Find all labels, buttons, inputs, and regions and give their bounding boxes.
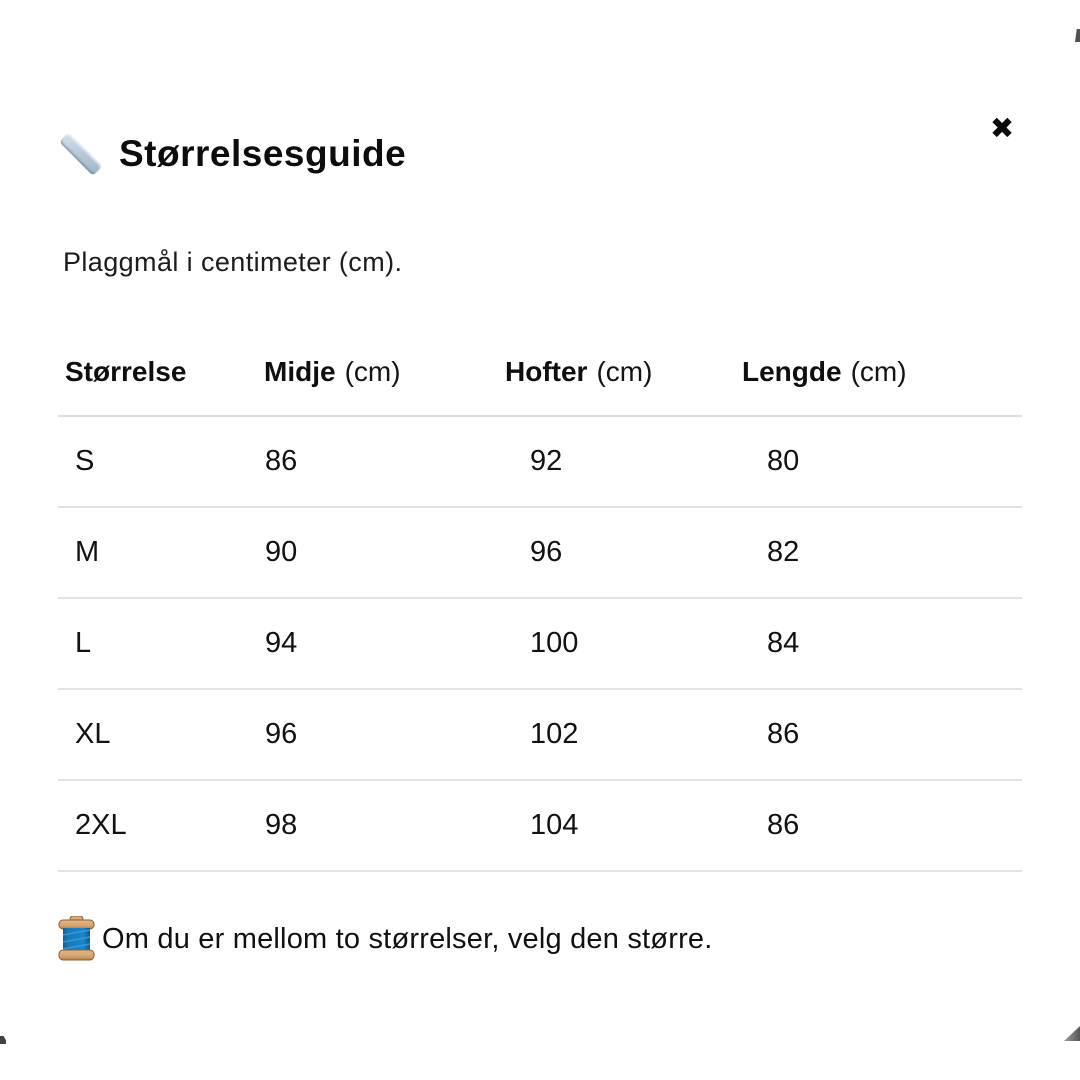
column-unit: (cm)	[344, 356, 401, 387]
ruler-icon	[56, 128, 106, 180]
column-label: Størrelse	[65, 356, 187, 387]
cell-waist: 94	[254, 598, 498, 689]
clipped-glyph-bottom-left-icon	[0, 1036, 6, 1044]
column-label: Lengde	[742, 356, 842, 387]
cell-size: S	[58, 416, 254, 507]
clipped-glyph-top-right-icon	[1075, 29, 1080, 42]
cell-hips: 100	[498, 598, 735, 689]
thread-spool-icon	[56, 916, 97, 962]
table-row	[58, 598, 1022, 689]
cell-length: 86	[735, 780, 1022, 871]
size-table	[58, 336, 1022, 872]
table-row	[58, 689, 1022, 780]
column-header-waist	[254, 336, 498, 416]
page-title: Størrelsesguide	[119, 133, 407, 174]
column-label: Hofter	[505, 356, 588, 387]
intro-text: Plaggmål i centimeter (cm).	[63, 247, 403, 277]
column-header-length	[735, 336, 1022, 416]
sizing-note	[56, 916, 713, 962]
cell-waist: 90	[254, 507, 498, 598]
cell-waist: 86	[254, 416, 498, 507]
cell-hips: 92	[498, 416, 735, 507]
cell-waist: 96	[254, 689, 498, 780]
cell-length: 86	[735, 689, 1022, 780]
cell-size: M	[58, 507, 254, 598]
cell-length: 80	[735, 416, 1022, 507]
cell-hips: 102	[498, 689, 735, 780]
cell-size: XL	[58, 689, 254, 780]
cell-waist: 98	[254, 780, 498, 871]
table-row	[58, 416, 1022, 507]
modal-header	[56, 128, 406, 180]
note-text: Om du er mellom to størrelser, velg den større.	[102, 922, 713, 955]
column-unit: (cm)	[850, 356, 907, 387]
column-label: Midje	[264, 356, 336, 387]
column-header-hips	[498, 336, 735, 416]
cell-length: 84	[735, 598, 1022, 689]
cell-length: 82	[735, 507, 1022, 598]
cell-size: 2XL	[58, 780, 254, 871]
clipped-glyph-bottom-right-icon	[1064, 1026, 1080, 1041]
column-header-size	[58, 336, 254, 416]
table-row	[58, 780, 1022, 871]
cell-size: L	[58, 598, 254, 689]
table-row	[58, 507, 1022, 598]
cell-hips: 96	[498, 507, 735, 598]
cell-hips: 104	[498, 780, 735, 871]
close-button[interactable]: ✖	[976, 102, 1028, 154]
ruler-icon-bar	[59, 132, 103, 176]
table-header-row	[58, 336, 1022, 416]
column-unit: (cm)	[596, 356, 653, 387]
